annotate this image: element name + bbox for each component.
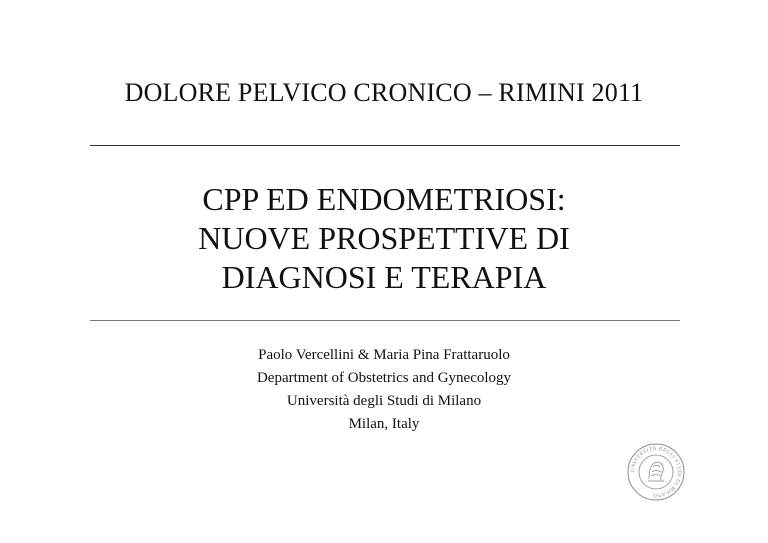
top-divider (90, 145, 680, 146)
university: Università degli Studi di Milano (286, 393, 482, 409)
location: Milan, Italy (348, 416, 420, 432)
author-names: Paolo Vercellini & Maria Pina Frattaruolo (258, 347, 510, 363)
slide-title (0, 180, 768, 297)
title-line: DIAGNOSI E TERAPIA (221, 259, 547, 295)
department: Department of Obstetrics and Gynecology (256, 370, 512, 386)
author-block (0, 344, 768, 436)
title-line: CPP ED ENDOMETRIOSI: (202, 181, 566, 217)
middle-divider (90, 320, 680, 321)
svg-text:UNIVERSITÀ DEGLI STUDI DI MILA (630, 444, 682, 498)
seal-ring-text: UNIVERSITÀ DEGLI STUDI DI MILANO (629, 445, 683, 499)
university-seal-icon (627, 443, 685, 501)
slide-header: DOLORE PELVICO CRONICO – RIMINI 2011 (124, 78, 644, 107)
title-line: NUOVE PROSPETTIVE DI (198, 220, 570, 256)
